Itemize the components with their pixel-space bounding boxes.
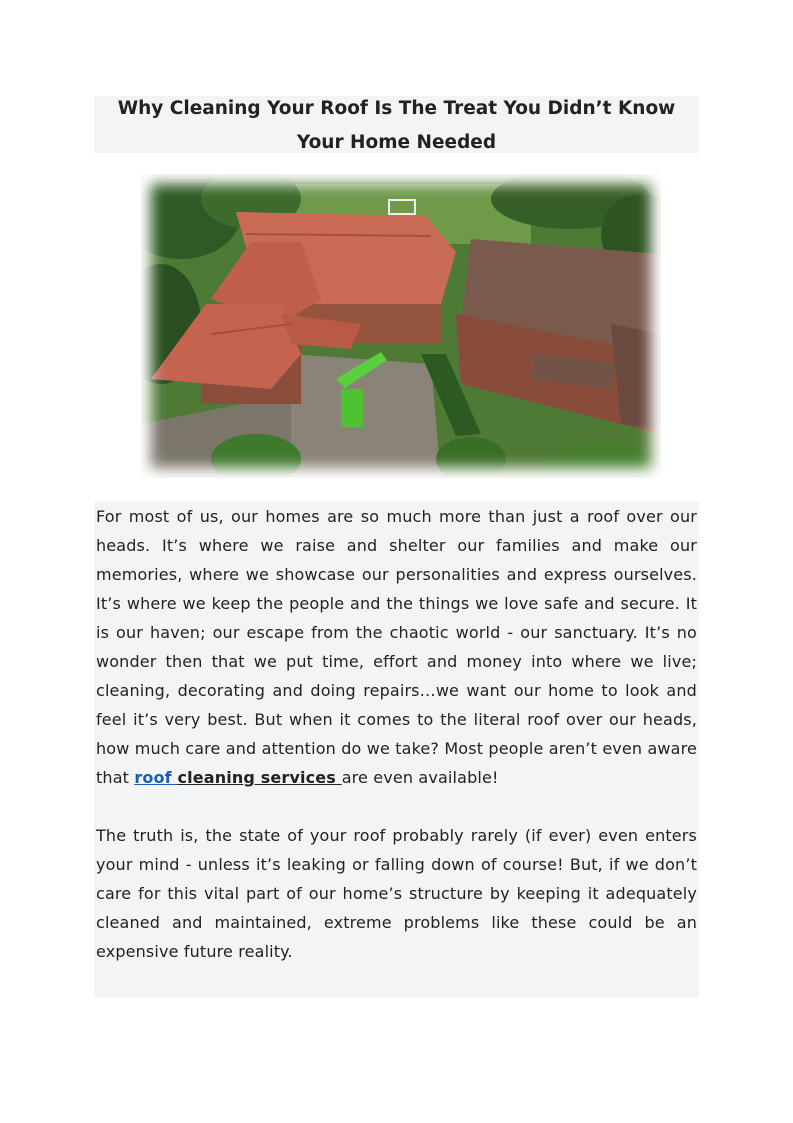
roof-link[interactable]: roof xyxy=(134,768,178,787)
paragraph-1-text: For most of us, our homes are so much more than just a roof over our heads. It’s where we raise and shelter our families and make our memories, where we showcase our personalities and express ourselves. It’s where we keep the people and the things we love safe and secure. It is our haven; our escape from the chaotic world - our sanctuary. It’s no wonder then that we put time, effort and money into where we live; cleaning, decorating and doing repairs…we want our home to look and feel it’s very best. But when it comes to the literal roof over our heads, how much care and attention do we take? Most people aren’t even aware that xyxy=(96,507,697,787)
house-photo-illustration xyxy=(141,174,661,478)
house-aerial-photo xyxy=(141,174,661,478)
paragraph-1 xyxy=(94,502,699,792)
title-panel xyxy=(94,96,699,153)
paragraph-2: The truth is, the state of your roof probably rarely (if ever) even enters your mind - unless it’s leaking or falling down of course! But, if we don’t care for this vital part of our home’s structure by keeping it adequately cleaned and maintained, extreme problems like these could be an expensive future reality. xyxy=(96,826,697,961)
paragraph-1-tail: are even available! xyxy=(341,768,499,787)
article-body xyxy=(94,502,699,998)
article-title: Why Cleaning Your Roof Is The Treat You Didn’t Know Your Home Needed xyxy=(117,98,676,153)
cleaning-services-link[interactable]: cleaning services xyxy=(177,768,342,787)
